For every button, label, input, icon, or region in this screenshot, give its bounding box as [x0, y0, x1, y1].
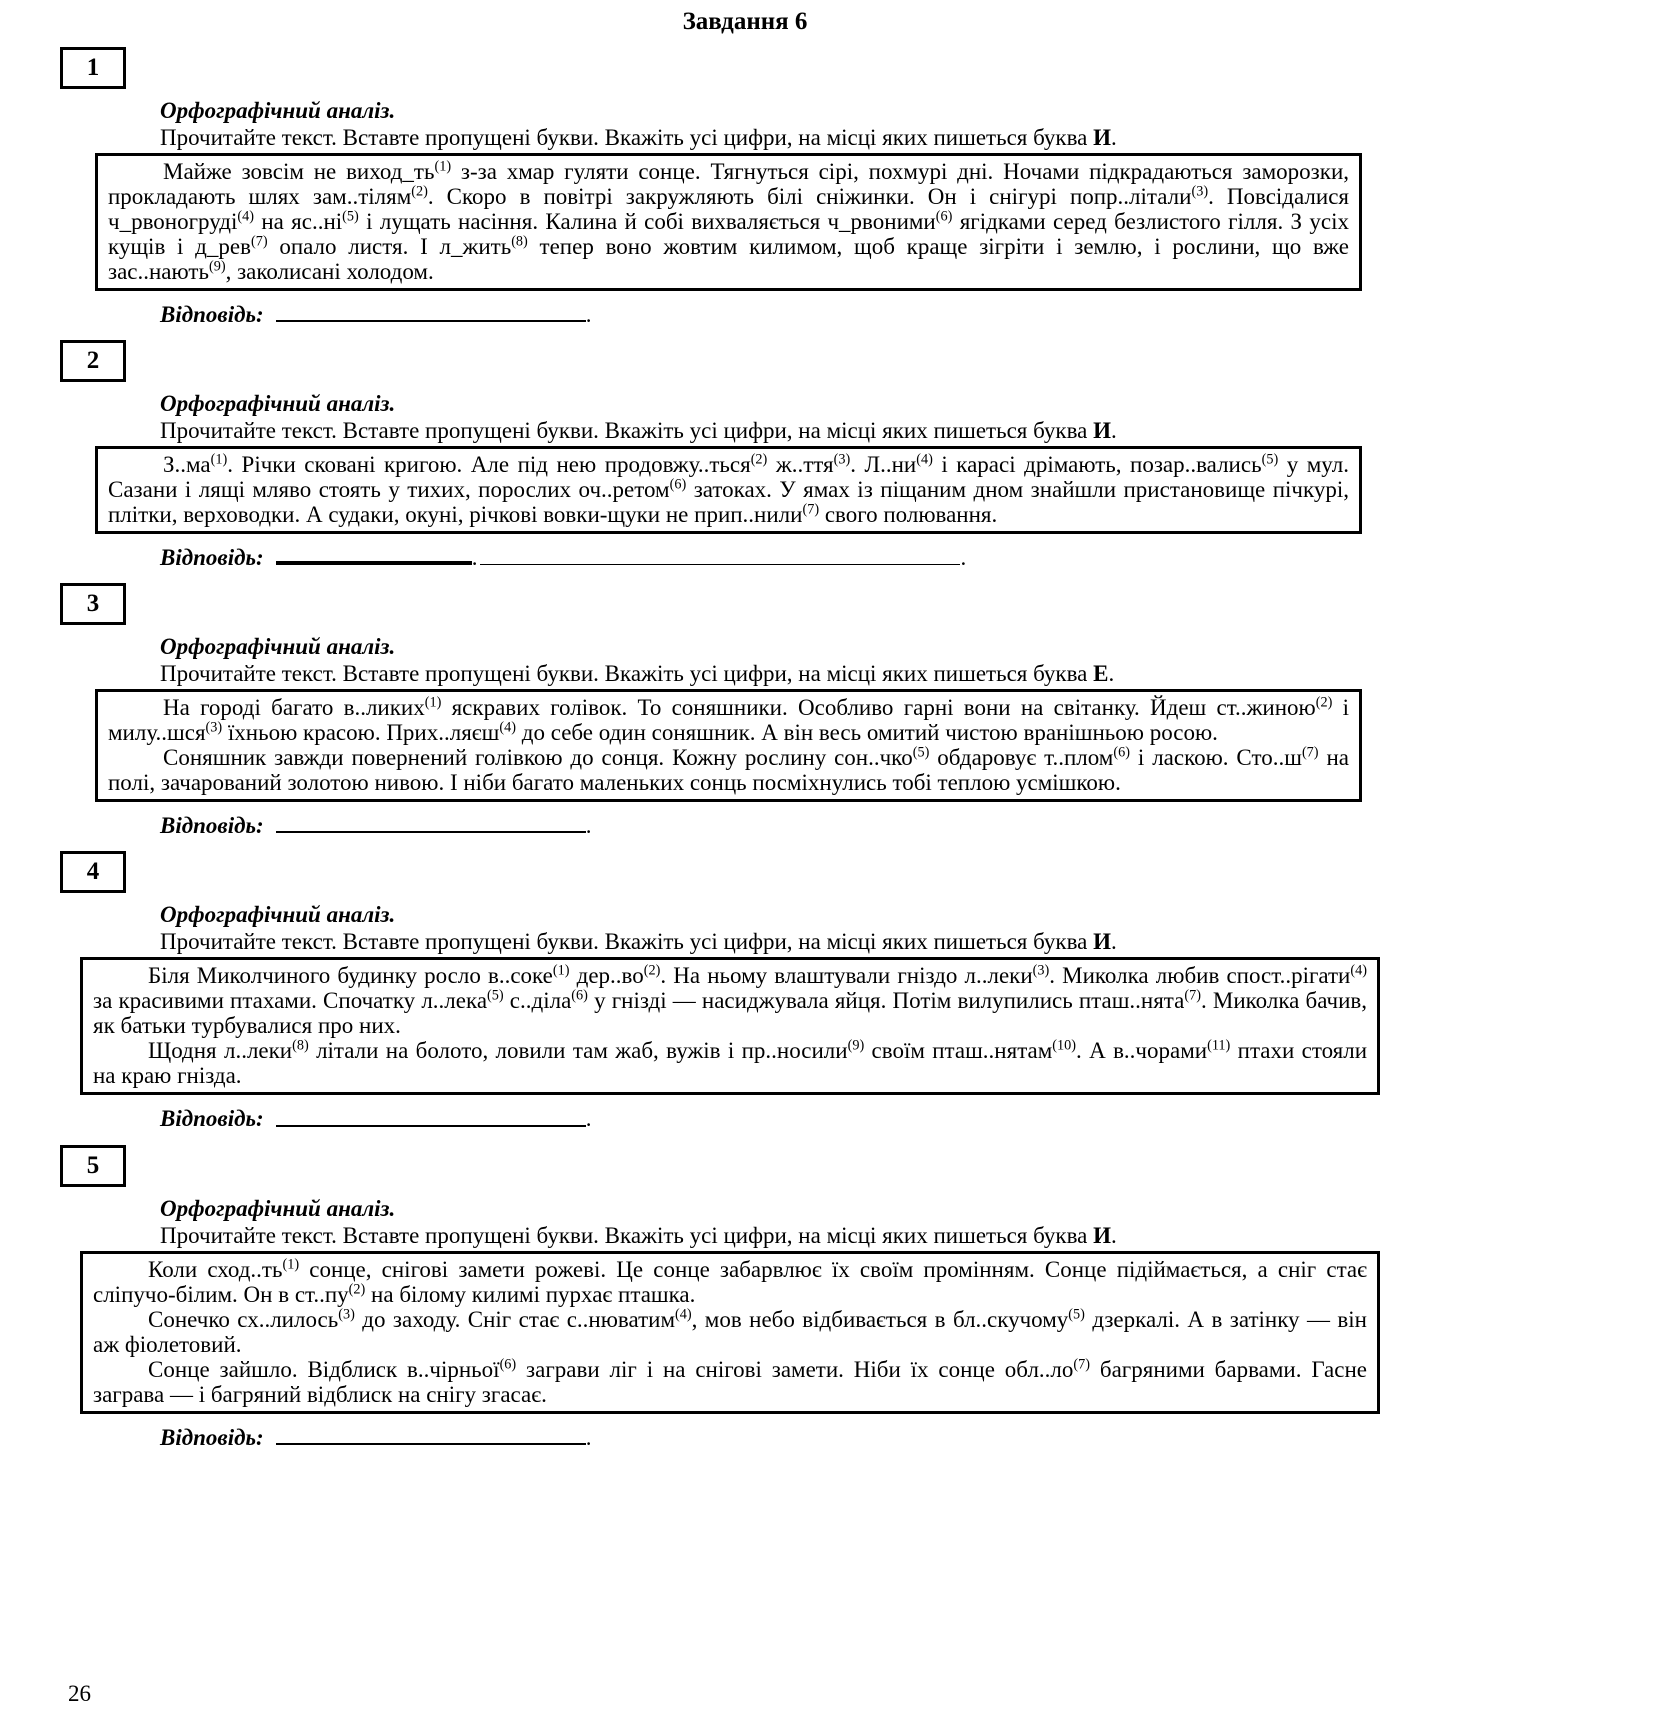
exercise-item-2	[0, 340, 1654, 572]
gap-number: (1)	[552, 962, 570, 979]
answer-period-2: .	[960, 545, 967, 571]
target-letter: И	[1093, 418, 1112, 444]
answer-label: Відповідь:	[160, 545, 264, 571]
gap-number: (7)	[1184, 987, 1201, 1004]
gap-number: (2)	[643, 962, 661, 979]
answer-line	[160, 809, 1654, 840]
exercise-paragraph: Біля Миколчиного будинку росло в..соке$^{(1)}$ $дер..во^{(2)}$. На ньому влаштували гніздо л..леки$^{(3)}$. Миколка любив спост..рігати$^{(4)}$ за красивими птахами. Спочатку л..лека$^{(5)}$ с..діла$^{(6)}$ у гнізді — насиджувала яйця. Потім вилупились пташ..нята$^{(7)}$. Миколка бачив, як батьки турбувалися про них.	[93, 962, 1367, 1039]
exercise-heading: Орфографічний аналіз.	[160, 634, 396, 660]
item-number-box	[60, 1145, 126, 1187]
instruction-period: .	[1111, 418, 1117, 444]
exercise-heading: Орфографічний аналіз.	[160, 1195, 396, 1221]
instruction-text: Прочитайте текст. Вставте пропущені букви. Вкажіть усі цифри, на місці яких пишеться буква	[160, 125, 1094, 150]
exercise-text-box	[80, 1251, 1380, 1414]
instruction-period: .	[1111, 929, 1117, 955]
gap-number: (4)	[499, 719, 516, 736]
answer-period: .	[471, 545, 478, 571]
exercise-paragraph: Соняшник завжди повернений голівкою до сонця. Кожну рослину сон..чко$^{(5)}$ обдаровує т..плом$^{(6)}$ і ласкою. $Сто..ш^{(7)}$ на полі, зачарований золотою нивою. І ніби багато маленьких сонць посміхнулись тобі теплою усмішкою.	[108, 744, 1349, 796]
instruction-period: .	[1111, 1222, 1117, 1248]
gap-number: (6)	[1113, 744, 1130, 761]
answer-period: .	[585, 813, 592, 839]
exercise-paragraph: Майже зовсім не $виход\_ть^{(1)}$ з-за хмар гуляти сонце. Тягнуться сірі, похмурі дні. Ночами підкрадаються заморозки, прокладають шлях зам..тілям$^{(2)}$. Скоро в повітрі закружляють білі сніжинки. Он і снігурі попр..літали$^{(3)}$. Повсідалися ч_рвоногруді$^{(4)}$ на $яс..ні^{(5)}$ і лущать насіння. Калина й собі вихваляється ч_рвоними$^{(6)}$ ягідками серед безлистого гілля. З усіх кущів і д_рев$^{(7)}$ опало листя. І л_жить$^{(8)}$ тепер воно жовтим килимом, щоб краще зігріти і землю, і рослини, що вже зас..нають$^{(9)}$, заколисані холодом.	[108, 158, 1349, 284]
gap-number: (2)	[411, 183, 428, 200]
gap-number: (7)	[1073, 1355, 1091, 1372]
gap-number: (3)	[1032, 962, 1050, 979]
page-number: 26	[68, 1681, 91, 1706]
target-letter: И	[1093, 1222, 1112, 1248]
answer-blank	[276, 298, 586, 322]
instruction-text: Прочитайте текст. Вставте пропущені букви. Вкажіть усі цифри, на місці яких пишеться буква	[160, 661, 1094, 687]
answer-period: .	[585, 1424, 592, 1450]
exercise-instruction	[160, 418, 1654, 444]
answer-blank	[276, 809, 586, 833]
exercise-item-4	[0, 851, 1654, 1133]
answer-line	[160, 1421, 1654, 1452]
item-number: 2	[86, 347, 100, 375]
target-letter: И	[1093, 125, 1112, 150]
gap-number: (8)	[292, 1037, 309, 1054]
instruction-period: .	[1108, 661, 1115, 687]
answer-line	[160, 541, 1654, 572]
instruction-text: Прочитайте текст. Вставте пропущені букви. Вкажіть усі цифри, на місці яких пишеться буква	[160, 1222, 1094, 1248]
answer-blank-2	[480, 541, 960, 565]
item-number: 4	[86, 858, 100, 886]
gap-number: (7)	[250, 233, 268, 250]
exercise-paragraph: $З..ма^{(1)}$. Річки сковані кригою. Але під нею продовжу..ться$^{(2)}$ ж..ття$^{(3)}$. $Л..ни^{(4)}$ і карасі дрімають, позар..вались$^{(5)}$ у мул. Сазани і лящі мляво стоять у тихих, порослих оч..ретом$^{(6)}$ затоках. У ямах із піщаним дном знайшли пристановище пічкурі, плітки, верховодки. А судаки, окуні, річкові вовки-щуки не прип..нили$^{(7)}$ свого полювання.	[108, 451, 1350, 528]
instruction-text: Прочитайте текст. Вставте пропущені букви. Вкажіть усі цифри, на місці яких пишеться буква	[160, 929, 1094, 955]
exercise-instruction	[160, 661, 1654, 687]
gap-number: (6)	[499, 1355, 517, 1372]
instruction-text: Прочитайте текст. Вставте пропущені букви. Вкажіть усі цифри, на місці яких пишеться буква	[160, 418, 1094, 444]
gap-number: (6)	[669, 476, 687, 493]
gap-number: (1)	[210, 451, 228, 468]
item-number: 3	[86, 590, 100, 618]
exercise-text-box	[95, 446, 1362, 534]
gap-number: (6)	[571, 987, 588, 1004]
answer-period: .	[585, 302, 592, 328]
gap-number: (3)	[833, 451, 851, 468]
gap-number: (5)	[1261, 451, 1279, 468]
gap-number: (7)	[1301, 744, 1319, 761]
exercise-text-box	[95, 689, 1362, 802]
gap-number: (7)	[802, 501, 820, 518]
exercise-paragraph: Сонечко сх..лилось$^{(3)}$ до заходу. Сніг стає с..нюватим$^{(4)}$, мов небо відбивається в бл..скучому$^{(5)}$ дзеркалі. А в затінку — він аж фіолетовий.	[93, 1305, 1367, 1357]
exercise-instruction	[160, 929, 1654, 955]
answer-label: Відповідь:	[160, 302, 264, 328]
exercise-instruction	[160, 1223, 1654, 1249]
gap-number: (1)	[282, 1255, 300, 1272]
target-letter: Е	[1093, 661, 1109, 687]
gap-number: (10)	[1052, 1037, 1077, 1054]
answer-period: .	[585, 1106, 592, 1132]
exercise-item-5	[0, 1145, 1654, 1452]
answer-line	[160, 298, 1654, 329]
item-number-box	[60, 583, 126, 625]
item-number: 5	[86, 1151, 100, 1179]
gap-number: (3)	[338, 1305, 355, 1322]
gap-number: (5)	[912, 744, 930, 761]
exercise-text-box	[80, 957, 1380, 1095]
gap-number: (3)	[205, 719, 223, 736]
gap-number: (9)	[847, 1037, 865, 1054]
exercise-item-1	[0, 47, 1654, 329]
gap-number: (2)	[1315, 694, 1333, 711]
exercise-heading: Орфографічний аналіз.	[160, 902, 396, 928]
item-number: 1	[86, 54, 100, 81]
answer-label: Відповідь:	[160, 1106, 264, 1132]
gap-number: (6)	[935, 208, 953, 225]
gap-number: (8)	[511, 233, 528, 250]
gap-number: (4)	[1350, 962, 1367, 979]
exercise-paragraph: Сонце зайшло. Відблиск в..чірньої$^{(6)}$ заграви ліг і на снігові замети. Ніби їх сонце $обл..ло^{(7)}$ багряними барвами. Гасне заграва — і багряний відблиск на снігу згасає.	[93, 1355, 1367, 1407]
task-title: Завдання 6	[682, 8, 808, 35]
exercise-heading: Орфографічний аналіз.	[160, 98, 396, 123]
exercise-item-3	[0, 583, 1654, 840]
item-number-box	[60, 47, 126, 89]
answer-blank	[276, 1421, 586, 1445]
answer-label: Відповідь:	[160, 813, 264, 839]
item-number-box	[60, 340, 126, 382]
instruction-period: .	[1111, 125, 1117, 150]
gap-number: (1)	[434, 158, 452, 175]
exercise-instruction	[160, 125, 1654, 151]
answer-blank	[276, 1102, 586, 1126]
gap-number: (5)	[487, 987, 504, 1004]
gap-number: (1)	[424, 694, 442, 711]
target-letter: И	[1093, 929, 1112, 955]
answer-blank	[276, 541, 472, 565]
gap-number: (9)	[208, 258, 226, 275]
gap-number: (3)	[1191, 183, 1209, 200]
gap-number: (4)	[916, 451, 933, 468]
gap-number: (5)	[342, 208, 359, 225]
item-number-box	[60, 851, 126, 893]
gap-number: (4)	[237, 208, 254, 225]
gap-number: (5)	[1068, 1305, 1085, 1322]
exercise-heading: Орфографічний аналіз.	[160, 391, 396, 417]
gap-number: (2)	[750, 451, 768, 468]
answer-line	[160, 1102, 1654, 1133]
exercise-paragraph: Щодня л..леки$^{(8)}$ літали на болото, ловили там жаб, вужів і пр..носили$^{(9)}$ своїм пташ..нятам$^{(10)}$. А в..чорами$^{(11)}$ птахи стояли на краю гнізда.	[93, 1037, 1368, 1089]
exercise-text-box	[95, 153, 1362, 291]
gap-number: (4)	[675, 1305, 692, 1322]
answer-label: Відповідь:	[160, 1424, 264, 1450]
gap-number: (11)	[1207, 1037, 1231, 1054]
gap-number: (2)	[348, 1280, 366, 1297]
exercise-paragraph: На городі багато в..ликих$^{(1)}$ яскравих голівок. То соняшники. Особливо гарні вони на світанку. Йдеш ст..жиною$^{(2)}$ і милу..шся$^{(3)}$ їхньою красою. Прих..ляєш$^{(4)}$ до себе один соняшник. А він весь омитий чистою вранішньою росою.	[108, 694, 1349, 746]
exercise-paragraph: Коли $сход..ть^{(1)}$ сонце, снігові замети рожеві. Це сонце забарвлює їх своїм промінням. Сонце підіймається, а сніг стає сліпучо-білим. Он в $ст..пу^{(2)}$ на білому килимі пурхає пташка.	[93, 1255, 1367, 1307]
